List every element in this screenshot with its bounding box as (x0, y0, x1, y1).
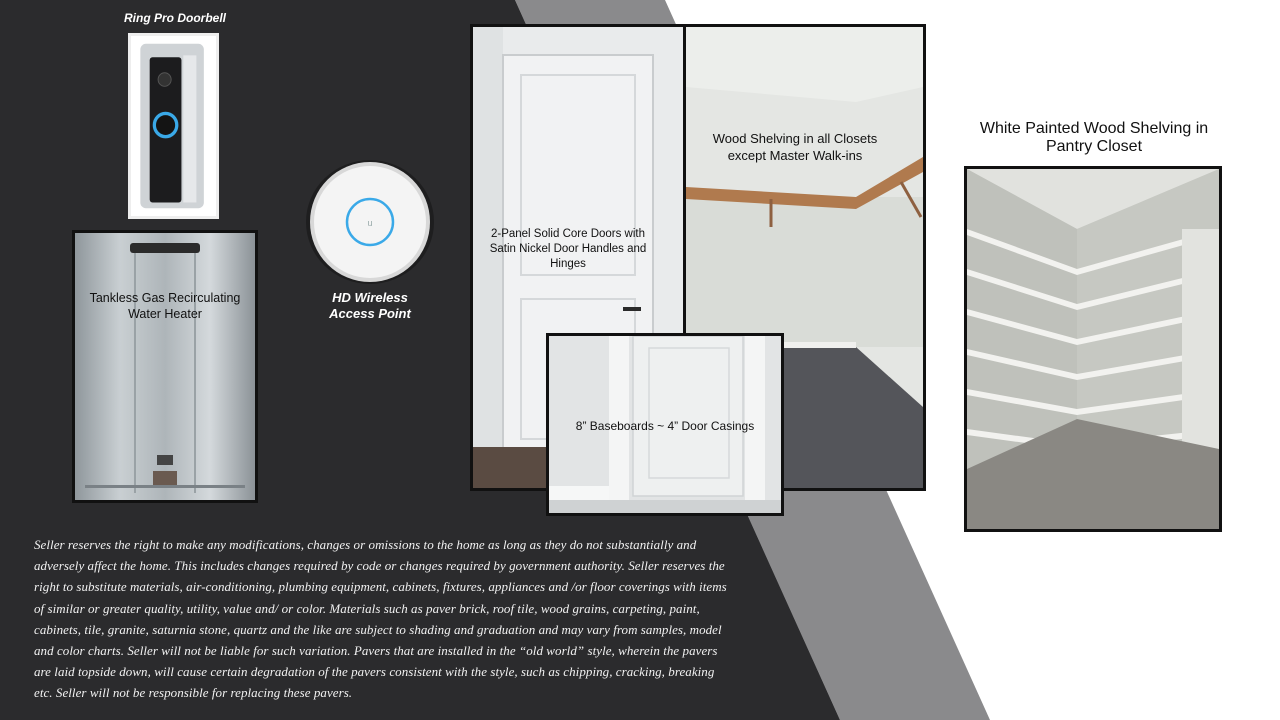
pantry-photo (964, 166, 1222, 532)
baseboard-caption: 8” Baseboards ~ 4” Door Casings (575, 419, 755, 433)
svg-text:u: u (367, 218, 373, 228)
wireless-ap-caption: HD Wireless Access Point (329, 290, 411, 321)
door-caption: 2-Panel Solid Core Doors with Satin Nickel Door Handles and Hinges (489, 228, 647, 270)
water-heater-photo (72, 230, 258, 503)
wireless-ap-photo (306, 160, 434, 284)
closet-caption: Wood Shelving in all Closets except Master Walk-ins (712, 131, 878, 163)
pantry-title: White Painted Wood Shelving in Pantry Closet (979, 120, 1209, 155)
doorbell-photo (128, 33, 219, 219)
disclaimer-text: Seller reserves the right to make any modifications, changes or omissions to the home as long as they do not substantially and adversely affect the home. This includes changes required by code or changes required by government authority. Seller reserves the right to substitute materials, air-conditioning, plumbing equipment, cabinets, fixtures, appliances and /or floor coverings with items of similar or greater quality, utility, value and/ or color. Materials such as paver brick, roof tile, wood grains, carpeting, paint, cabinets, tile, granite, saturnia stone, quartz and the like are subject to shading and graduation and may vary from samples, model and color charts. Seller will not be liable for such variation. Pavers that are installed in the “old world” style, wherein the pavers are laid topside down, will cause certain degradation of the pavers consistent with the style, such as chipping, cracking, breaking etc. Seller will not be responsible for replacing these pavers. (34, 537, 727, 701)
doorbell-caption: Ring Pro Doorbell (124, 11, 226, 25)
water-heater-caption: Tankless Gas Recirculating Water Heater (89, 291, 241, 321)
